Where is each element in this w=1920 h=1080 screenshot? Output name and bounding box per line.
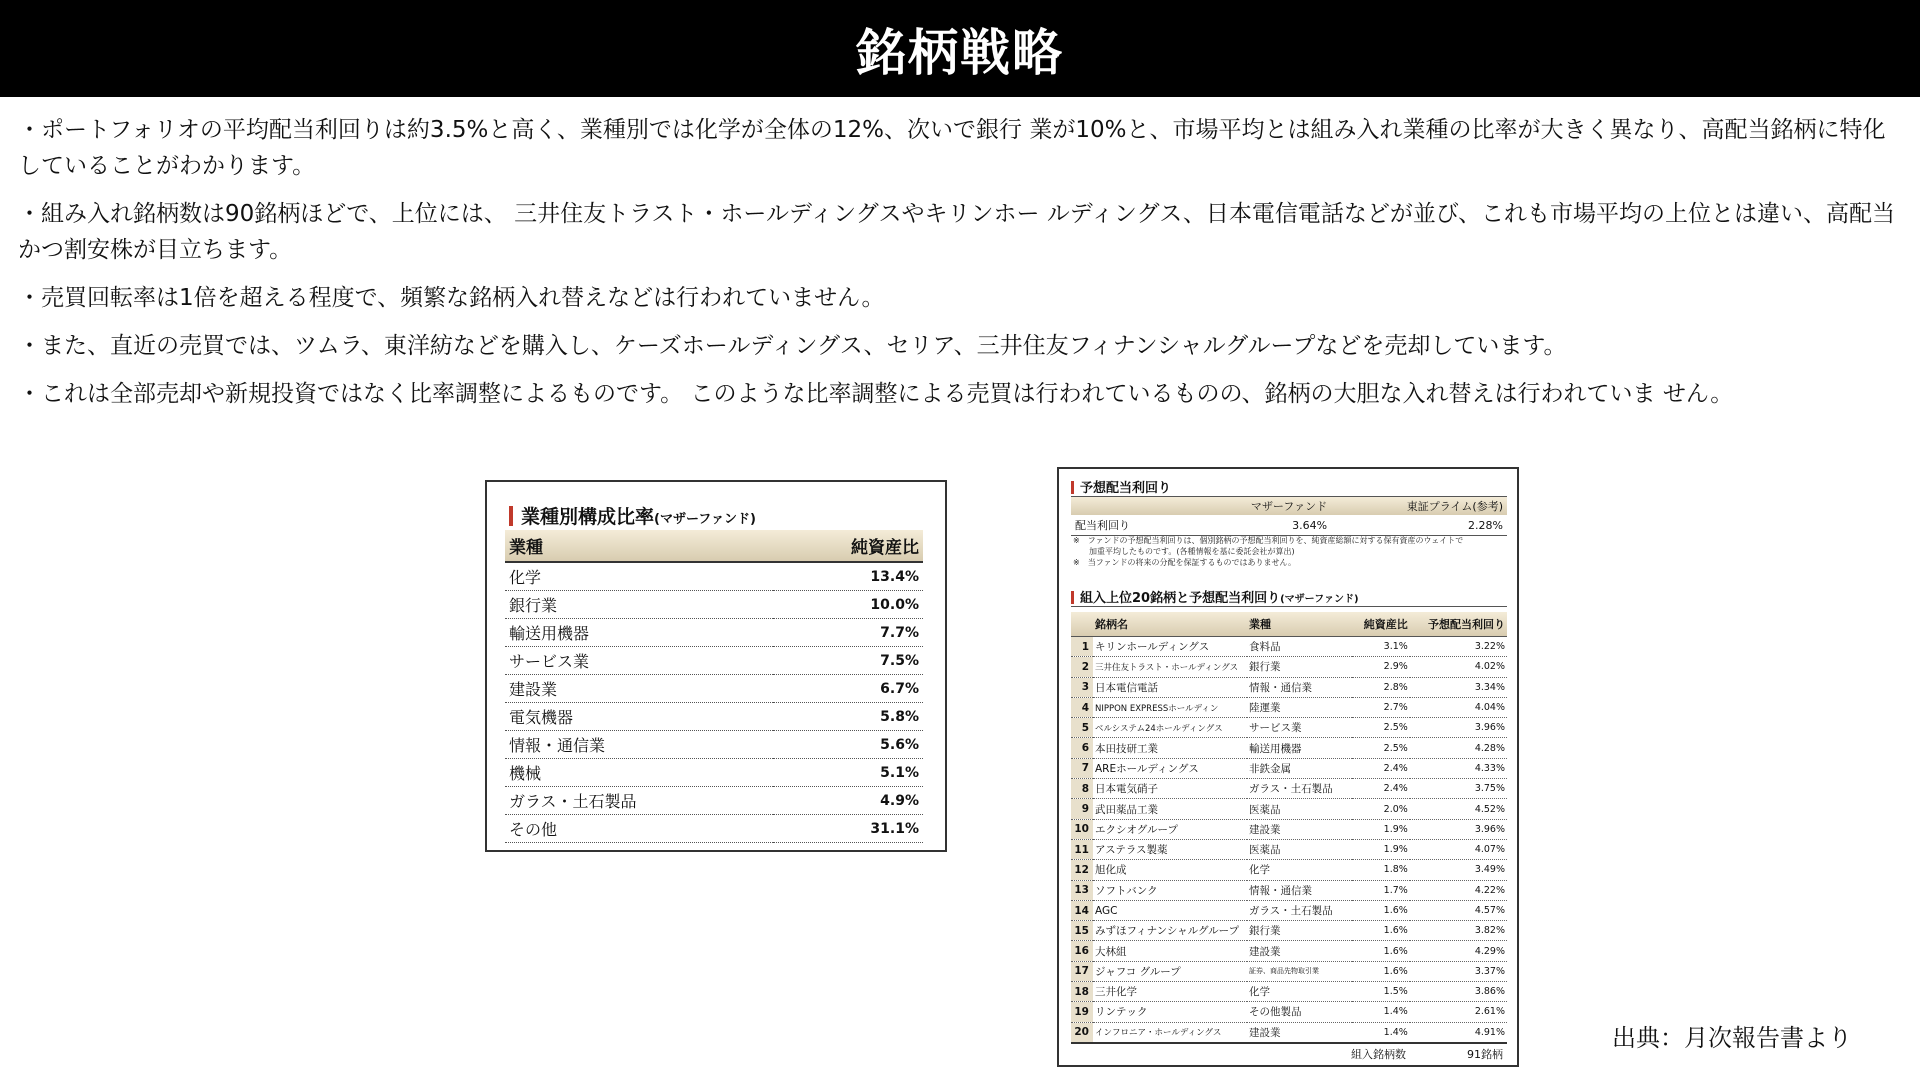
title-bar [0,0,1920,97]
rank-number: 18 [1071,982,1093,1002]
stock-name: NIPPON EXPRESSホールディン [1093,697,1247,717]
rank-number: 11 [1071,839,1093,859]
industry: 情報・通信業 [1247,677,1352,697]
sector-table-body [505,562,923,843]
bullet-item: ・また、直近の売買では、ツムラ、東洋紡などを購入し、ケーズホールディングス、セリア、三井住友フィナンシャルグループなどを売却しています。 [18,333,1567,359]
bullet-list [18,112,1908,424]
sector-name: 化学 [505,562,773,591]
stock-name: AREホールディングス [1093,758,1247,778]
rank-number: 17 [1071,961,1093,981]
industry: 化学 [1247,860,1352,880]
note-line: ※ ファンドの予想配当利回りは、個別銘柄の予想配当利回りを、純資産総額に対する保有資産のウェイトで [1073,536,1464,545]
bullet-item: ・組み入れ銘柄数は90銘柄ほどで、上位には、 三井住友トラスト・ホールディングスやキリンホー ルディングス、日本電信電話などが並び、これも市場平均の上位とは違い、高配当かつ割安株が目立ちます。 [18,201,1895,263]
net-asset-ratio: 2.5% [1352,718,1410,738]
rank-number: 2 [1071,657,1093,677]
net-asset-ratio: 1.8% [1352,860,1410,880]
net-asset-ratio: 1.4% [1352,1022,1410,1042]
net-asset-ratio: 1.5% [1352,982,1410,1002]
yield-section-title: 予想配当利回り [1071,477,1507,497]
dividend-yield-panel [1057,467,1519,1067]
stock-name: 三井住友トラスト・ホールディングス [1093,657,1247,677]
net-asset-ratio: 2.5% [1352,738,1410,758]
industry: 証券、商品先物取引業 [1247,961,1352,981]
sector-ratio: 7.5% [773,647,923,675]
stock-name: みずほフィナンシャルグループ [1093,921,1247,941]
table-row [505,787,923,815]
table-row [1071,677,1507,697]
expected-yield: 4.29% [1410,941,1507,961]
yield-table [1071,497,1507,536]
holdings-count-value: 91銘柄 [1467,1048,1503,1061]
sector-ratio: 13.4% [773,562,923,591]
industry: 銀行業 [1247,657,1352,677]
expected-yield: 3.96% [1410,718,1507,738]
table-row [505,815,923,843]
expected-yield: 3.49% [1410,860,1507,880]
table-row [1071,657,1507,677]
industry: 建設業 [1247,1022,1352,1042]
expected-yield: 4.33% [1410,758,1507,778]
industry: 建設業 [1247,941,1352,961]
industry: 銀行業 [1247,921,1352,941]
expected-yield: 3.75% [1410,779,1507,799]
table-row [1071,941,1507,961]
sector-table [505,530,923,843]
sector-ratio: 5.8% [773,703,923,731]
industry: 建設業 [1247,819,1352,839]
industry: 情報・通信業 [1247,880,1352,900]
holdings-count-row [1071,1042,1507,1061]
net-asset-ratio: 1.6% [1352,900,1410,920]
net-asset-ratio: 2.0% [1352,799,1410,819]
table-row [1071,738,1507,758]
sector-ratio: 5.1% [773,759,923,787]
industry: 医薬品 [1247,799,1352,819]
stock-name: ベルシステム24ホールディングス [1093,718,1247,738]
net-asset-ratio: 2.4% [1352,758,1410,778]
source-citation: 出典：月次報告書より [1612,1024,1852,1052]
mother-fund-yield: 3.64% [1189,515,1331,536]
sector-name: 電気機器 [505,703,773,731]
sector-name: ガラス・土石製品 [505,787,773,815]
bullet-item: ・ポートフォリオの平均配当利回りは約3.5%と高く、業種別では化学が全体の12%、次いで銀行 業が10%と、市場平均とは組み入れ業種の比率が大きく異なり、高配当銘柄に特化していることがわかります。 [18,117,1886,179]
note-line: ※ 当ファンドの将来の分配を保証するものではありません。 [1073,558,1297,567]
industry: 食料品 [1247,637,1352,657]
rank-number: 5 [1071,718,1093,738]
expected-yield: 4.28% [1410,738,1507,758]
stock-name: キリンホールディングス [1093,637,1247,657]
bullet-item: ・売買回転率は1倍を超える程度で、頻繁な銘柄入れ替えなどは行われていません。 [18,285,885,311]
col-header-net-asset-ratio: 純資産比 [1352,612,1410,637]
rank-number: 3 [1071,677,1093,697]
stock-name: 三井化学 [1093,982,1247,1002]
table-row [505,703,923,731]
table-row [1071,779,1507,799]
table-row [1071,839,1507,859]
table-row [1071,961,1507,981]
rank-number: 13 [1071,880,1093,900]
sector-name: 情報・通信業 [505,731,773,759]
red-bar-marker [509,506,513,526]
stock-name: ソフトバンク [1093,880,1247,900]
col-header-name: 銘柄名 [1093,612,1247,637]
net-asset-ratio: 2.4% [1352,779,1410,799]
expected-yield: 2.61% [1410,1002,1507,1022]
stock-name: 日本電気硝子 [1093,779,1247,799]
sector-name: 機械 [505,759,773,787]
table-row [1071,697,1507,717]
expected-yield: 4.04% [1410,697,1507,717]
sector-ratio: 6.7% [773,675,923,703]
red-bar-marker [1071,481,1074,494]
col-header-sector: 業種 [505,530,773,562]
table-row [1071,900,1507,920]
sector-name: 輸送用機器 [505,619,773,647]
net-asset-ratio: 1.7% [1352,880,1410,900]
rank-number: 14 [1071,900,1093,920]
col-header-tse-prime: 東証プライム(参考) [1331,497,1507,515]
rank-number: 15 [1071,921,1093,941]
table-row [1071,860,1507,880]
rank-number: 20 [1071,1022,1093,1042]
industry: 化学 [1247,982,1352,1002]
rank-number: 10 [1071,819,1093,839]
expected-yield: 4.57% [1410,900,1507,920]
rank-number: 16 [1071,941,1093,961]
net-asset-ratio: 1.6% [1352,961,1410,981]
table-row [1071,718,1507,738]
table-row [1071,637,1507,657]
industry: 非鉄金属 [1247,758,1352,778]
expected-yield: 3.96% [1410,819,1507,839]
expected-yield: 4.02% [1410,657,1507,677]
rank-number: 8 [1071,779,1093,799]
expected-yield: 4.52% [1410,799,1507,819]
col-header-industry: 業種 [1247,612,1352,637]
expected-yield: 4.22% [1410,880,1507,900]
stock-name: アステラス製薬 [1093,839,1247,859]
top20-holdings-table [1071,612,1507,1043]
table-row [505,731,923,759]
yield-notes [1073,535,1503,568]
holdings-count-label: 組入銘柄数 [1351,1048,1406,1061]
sector-table-title: 業種別構成比率(マザーファンド) [509,502,756,529]
rank-number: 6 [1071,738,1093,758]
industry: ガラス・土石製品 [1247,779,1352,799]
stock-name: エクシオグループ [1093,819,1247,839]
col-header-expected-yield: 予想配当利回り [1410,612,1507,637]
table-row [1071,982,1507,1002]
rank-number: 7 [1071,758,1093,778]
top20-table-body [1071,637,1507,1043]
bullet-item: ・これは全部売却や新規投資ではなく比率調整によるものです。 このような比率調整による売買は行われているものの、銘柄の大胆な入れ替えは行われていま せん。 [18,381,1734,407]
stock-name: インフロニア・ホールディングス [1093,1022,1247,1042]
sector-ratio: 5.6% [773,731,923,759]
net-asset-ratio: 1.6% [1352,941,1410,961]
table-row [1071,758,1507,778]
sector-ratio: 31.1% [773,815,923,843]
expected-yield: 3.37% [1410,961,1507,981]
expected-yield: 4.07% [1410,839,1507,859]
net-asset-ratio: 2.9% [1352,657,1410,677]
col-header-ratio: 純資産比 [773,530,923,562]
net-asset-ratio: 1.6% [1352,921,1410,941]
expected-yield: 3.34% [1410,677,1507,697]
table-row [505,562,923,591]
industry: その他製品 [1247,1002,1352,1022]
sector-composition-table [485,480,947,852]
industry: サービス業 [1247,718,1352,738]
industry: 陸運業 [1247,697,1352,717]
table-row [505,647,923,675]
table-row [505,675,923,703]
table-row [1071,880,1507,900]
rank-number: 9 [1071,799,1093,819]
net-asset-ratio: 2.8% [1352,677,1410,697]
expected-yield: 4.91% [1410,1022,1507,1042]
net-asset-ratio: 1.4% [1352,1002,1410,1022]
industry: ガラス・土石製品 [1247,900,1352,920]
industry: 医薬品 [1247,839,1352,859]
stock-name: リンテック [1093,1002,1247,1022]
stock-name: 大林組 [1093,941,1247,961]
top20-section-title: 組入上位20銘柄と予想配当利回り(マザーファンド) [1071,587,1507,607]
table-row [1071,1022,1507,1042]
sector-name: 銀行業 [505,591,773,619]
rank-number: 1 [1071,637,1093,657]
tse-prime-yield: 2.28% [1331,515,1507,536]
rank-number: 12 [1071,860,1093,880]
red-bar-marker [1071,591,1074,604]
sector-name: サービス業 [505,647,773,675]
net-asset-ratio: 1.9% [1352,819,1410,839]
industry: 輸送用機器 [1247,738,1352,758]
table-row [1071,921,1507,941]
rank-number: 4 [1071,697,1093,717]
stock-name: ジャフコ グループ [1093,961,1247,981]
sector-ratio: 10.0% [773,591,923,619]
stock-name: 武田薬品工業 [1093,799,1247,819]
net-asset-ratio: 1.9% [1352,839,1410,859]
table-row [1071,819,1507,839]
sector-ratio: 7.7% [773,619,923,647]
stock-name: 日本電信電話 [1093,677,1247,697]
page-title: 銘柄戦略 [856,23,1064,82]
yield-row-label: 配当利回り [1071,515,1189,536]
table-row [1071,1002,1507,1022]
sector-name: その他 [505,815,773,843]
stock-name: 旭化成 [1093,860,1247,880]
rank-number: 19 [1071,1002,1093,1022]
note-line: 加重平均したものです。(各種情報を基に委託会社が算出) [1073,547,1295,556]
expected-yield: 3.86% [1410,982,1507,1002]
table-row [505,759,923,787]
sector-ratio: 4.9% [773,787,923,815]
table-row [1071,799,1507,819]
expected-yield: 3.22% [1410,637,1507,657]
col-header-mother-fund: マザーファンド [1189,497,1331,515]
stock-name: AGC [1093,900,1247,920]
stock-name: 本田技研工業 [1093,738,1247,758]
expected-yield: 3.82% [1410,921,1507,941]
table-row [505,591,923,619]
sector-name: 建設業 [505,675,773,703]
net-asset-ratio: 3.1% [1352,637,1410,657]
net-asset-ratio: 2.7% [1352,697,1410,717]
table-row [505,619,923,647]
